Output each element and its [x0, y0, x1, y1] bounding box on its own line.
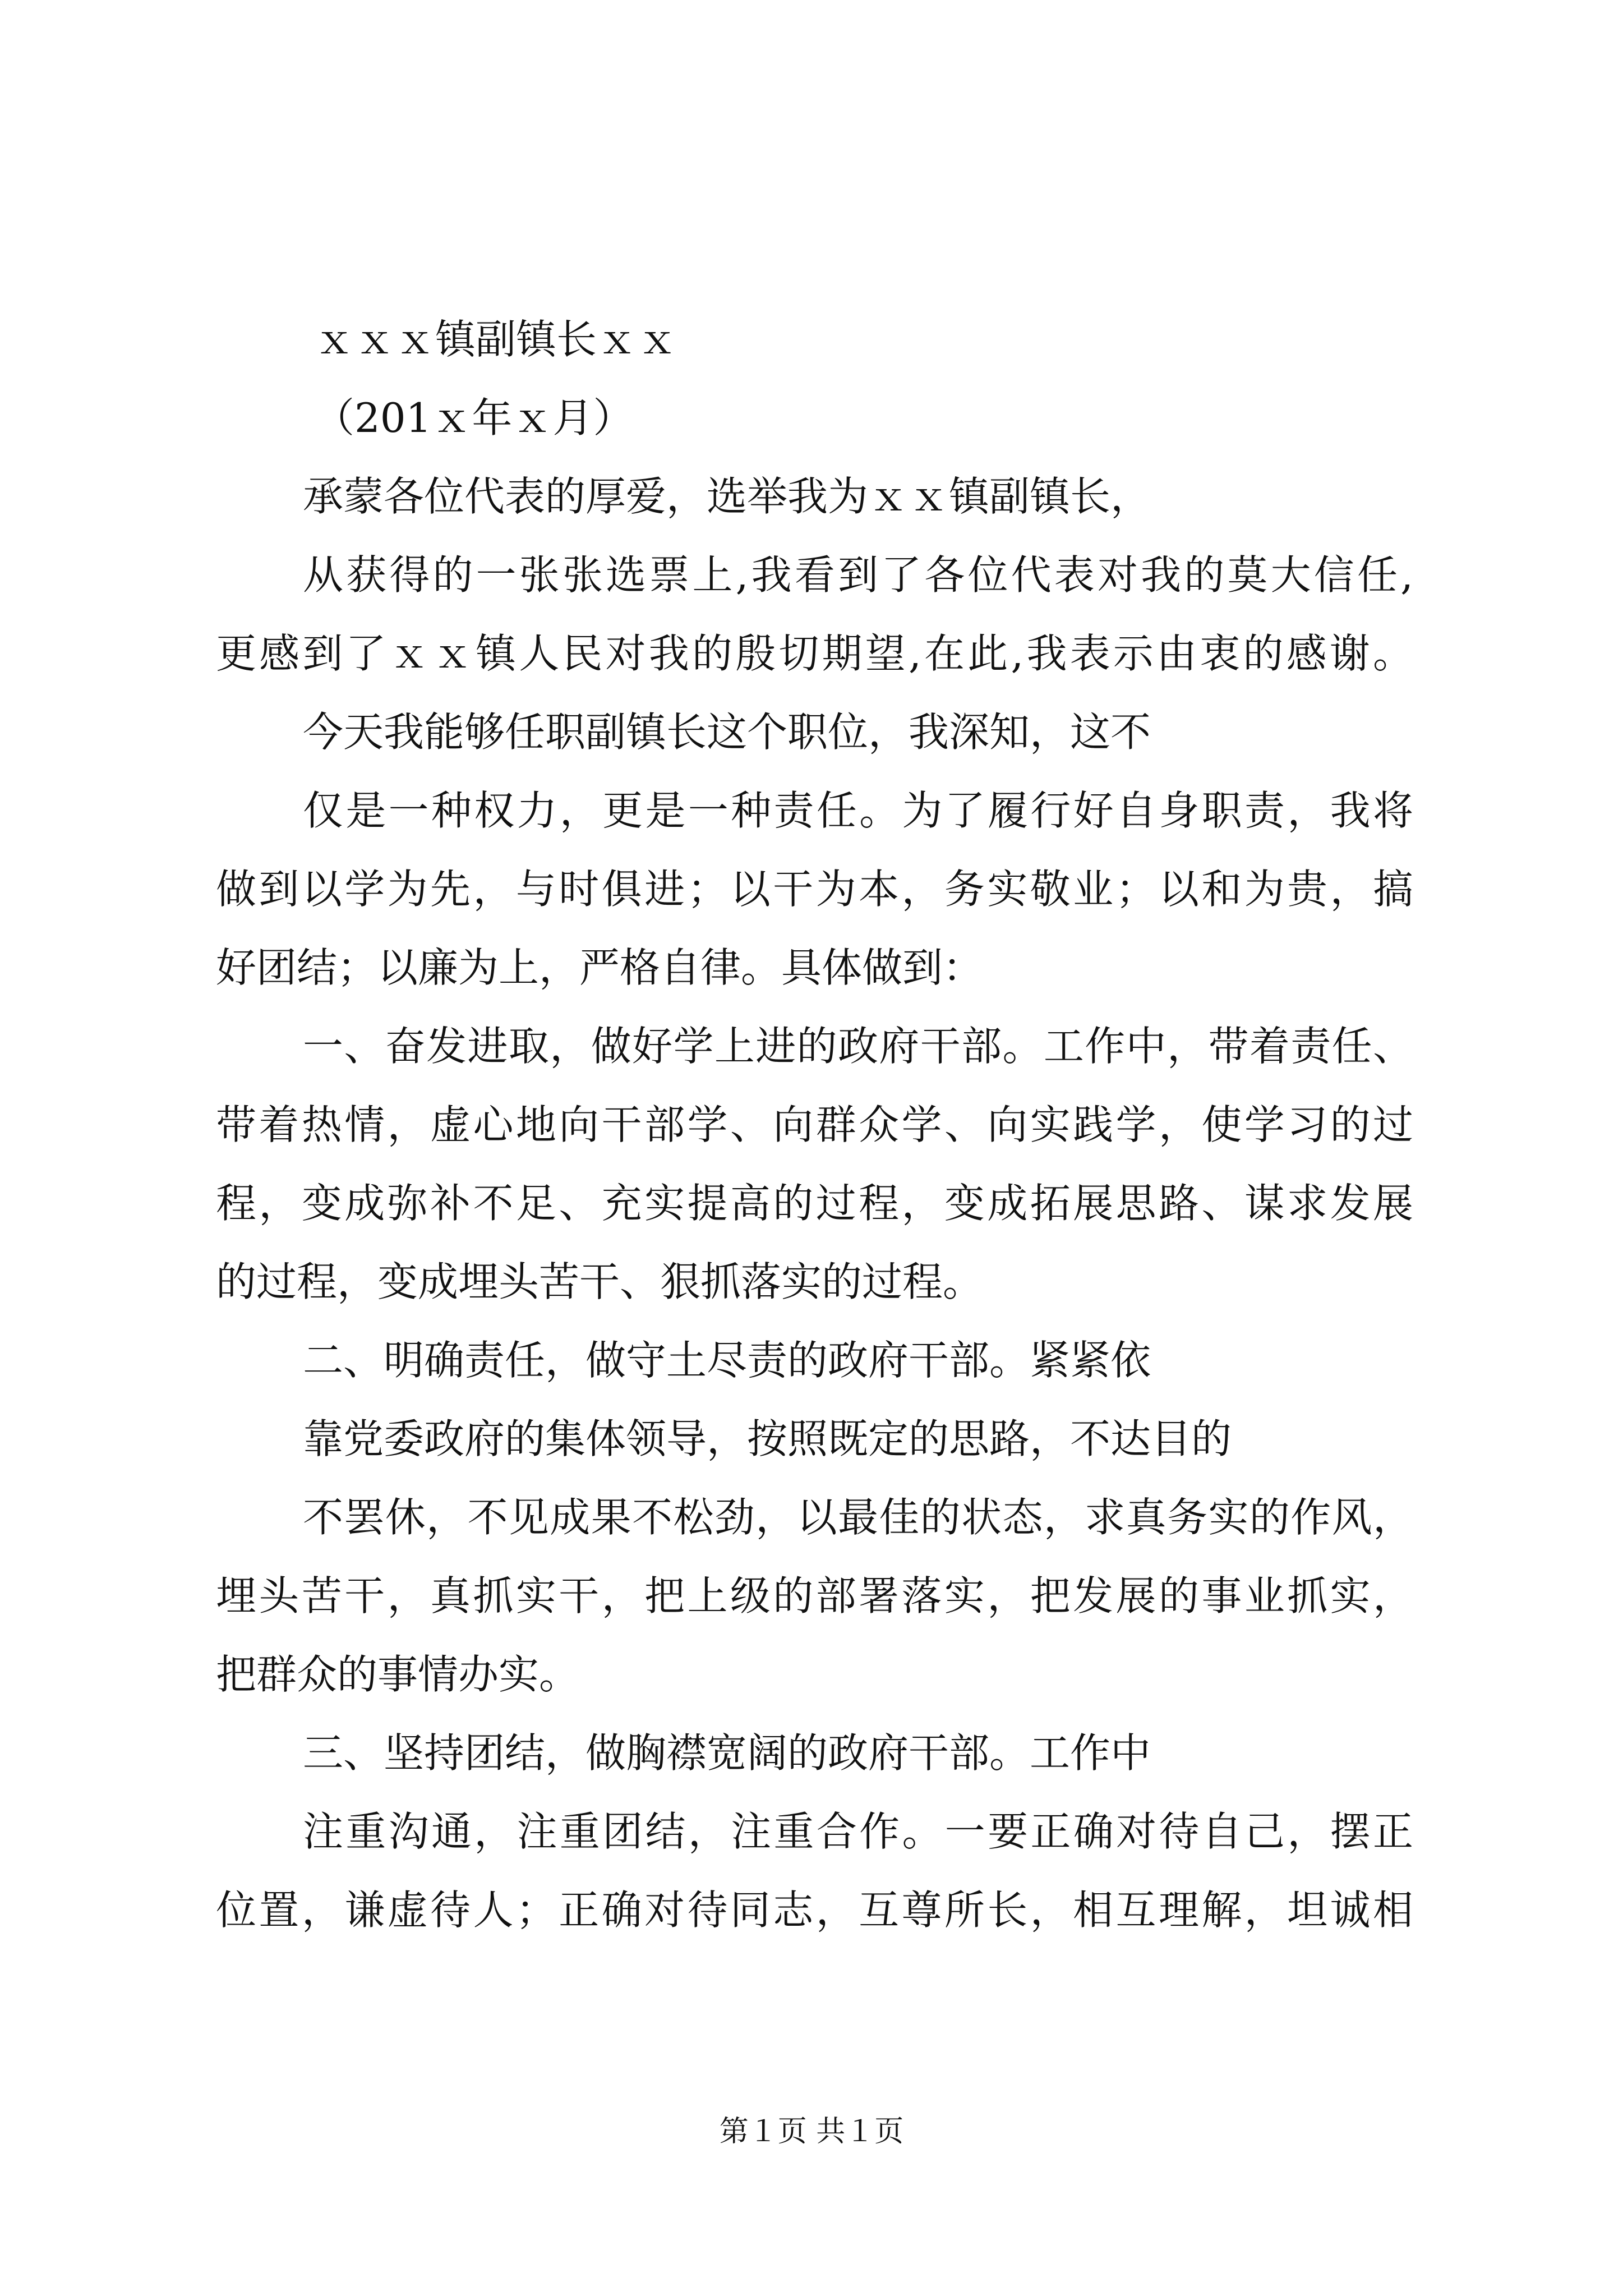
paragraph-line: 承蒙各位代表的厚爱，选举我为ｘｘ镇副镇长， [303, 473, 1151, 520]
paragraph-line: 注重沟通，注重团结，注重合作。一要正确对待自己，摆正 [303, 1808, 1413, 1855]
paragraph-line: 仅是一种权力，更是一种责任。为了履行好自身职责，我将 [303, 787, 1413, 834]
paragraph-line: 带着热情，虚心地向干部学、向群众学、向实践学，使学习的过 [216, 1101, 1413, 1148]
document-date: （201ｘ年ｘ月） [314, 394, 634, 441]
paragraph-line: 把群众的事情办实。 [216, 1651, 580, 1698]
paragraph-line: 一、奋发进取，做好学上进的政府干部。工作中，带着责任、 [303, 1023, 1413, 1070]
paragraph-line: 三、坚持团结，做胸襟宽阔的政府干部。工作中 [303, 1729, 1151, 1777]
paragraph-line: 的过程，变成埋头苦干、狠抓落实的过程。 [216, 1258, 984, 1305]
paragraph-line: 二、明确责任，做守土尽责的政府干部。紧紧依 [303, 1337, 1151, 1384]
paragraph-line: 好团结；以廉为上，严格自律。具体做到： [216, 944, 984, 991]
paragraph-line: 位置，谦虚待人；正确对待同志，互尊所长，相互理解，坦诚相 [216, 1887, 1413, 1934]
paragraph-line: 程，变成弥补不足、充实提高的过程，变成拓展思路、谋求发展 [216, 1180, 1413, 1227]
paragraph-line: 埋头苦干，真抓实干，把上级的部署落实，把发展的事业抓实， [216, 1572, 1413, 1619]
document-title: ｘｘｘ镇副镇长ｘｘ [314, 316, 678, 363]
page-footer: 第１页 共１页 [719, 2115, 904, 2148]
paragraph-line: 不罢休，不见成果不松劲，以最佳的状态，求真务实的作风， [303, 1494, 1413, 1541]
paragraph-line: 今天我能够任职副镇长这个职位，我深知，这不 [303, 708, 1151, 756]
paragraph-line: 从获得的一张张选票上,我看到了各位代表对我的莫大信任, [303, 551, 1413, 599]
paragraph-line: 更感到了ｘｘ镇人民对我的殷切期望,在此,我表示由衷的感谢。 [216, 630, 1413, 677]
paragraph-line: 靠党委政府的集体领导，按照既定的思路，不达目的 [303, 1415, 1232, 1462]
paragraph-line: 做到以学为先，与时俱进；以干为本，务实敬业；以和为贵，搞 [216, 866, 1413, 913]
